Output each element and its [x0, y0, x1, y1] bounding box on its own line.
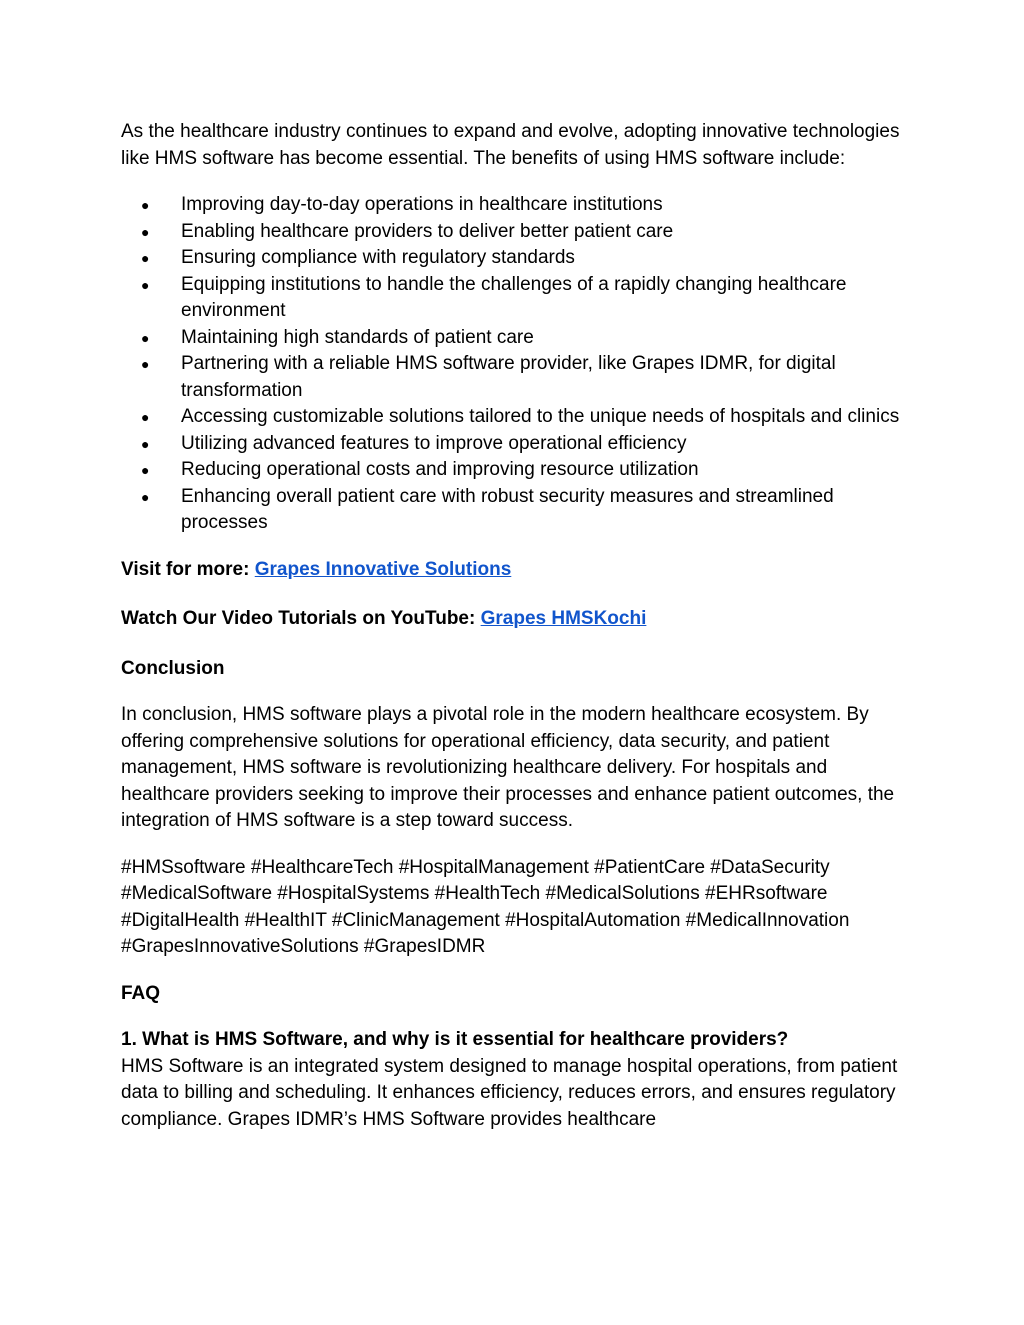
list-item-text: Accessing customizable solutions tailored to the unique needs of hospitals and clinics — [181, 406, 900, 427]
list-item — [121, 245, 911, 272]
bullet-icon: ● — [141, 488, 150, 505]
list-item-text: Maintaining high standards of patient care — [181, 326, 534, 348]
list-item-text: Utilizing advanced features to improve operational efficiency — [181, 432, 687, 454]
faq-question-1: 1. What is HMS Software, and why is it essential for healthcare providers? — [121, 1029, 789, 1050]
list-item-text: Improving day-to-day operations in healthcare institutions — [181, 194, 663, 215]
list-item-text: Equipping institutions to handle the challenges of a rapidly changing healthcare environment — [181, 273, 847, 321]
list-item — [121, 192, 911, 219]
bullet-icon: ● — [141, 197, 150, 213]
list-item — [121, 351, 911, 404]
bullet-icon: ● — [141, 356, 150, 372]
conclusion-paragraph: In conclusion, HMS software plays a pivotal role in the modern healthcare ecosystem. By offering comprehensive solutions for operational efficiency, data security, and patient management, HMS software is revolutionizing healthcare delivery. For hospitals and healthcare providers seeking to improve their processes and enhance patient outcomes, the integration of HMS software is a step toward success. — [121, 704, 895, 831]
list-item — [121, 219, 911, 246]
faq-heading: FAQ — [121, 982, 161, 1004]
bullet-icon: ● — [141, 276, 150, 293]
list-item-text: Enabling healthcare providers to deliver better patient care — [181, 220, 674, 242]
bullet-icon: ● — [141, 409, 150, 425]
list-item-text: Ensuring compliance with regulatory standards — [181, 247, 575, 268]
hashtags-paragraph: #HMSsoftware #HealthcareTech #HospitalManagement #PatientCare #DataSecurity #MedicalSoftware #HospitalSystems #HealthTech #MedicalSolutions #EHRsoftware #DigitalHealth #HealthIT #ClinicManagement #HospitalAutomation #MedicalInnovation #GrapesInnovativeSolutions #GrapesIDMR — [121, 856, 850, 957]
list-item — [121, 484, 911, 537]
list-item — [121, 431, 911, 458]
list-item — [121, 404, 911, 431]
benefits-list — [121, 192, 911, 537]
bullet-icon: ● — [141, 462, 150, 478]
bullet-icon: ● — [141, 250, 150, 266]
list-item-text: Reducing operational costs and improving resource utilization — [181, 459, 699, 480]
intro-paragraph: As the healthcare industry continues to expand and evolve, adopting innovative technologies like HMS software has become essential. The benefits of using HMS software include: — [121, 121, 900, 169]
grapes-innovative-solutions-link[interactable]: Grapes Innovative Solutions — [254, 558, 512, 580]
youtube-label: Watch Our Video Tutorials on YouTube: — [121, 608, 481, 629]
conclusion-heading: Conclusion — [121, 657, 225, 679]
list-item — [121, 457, 911, 484]
bullet-icon: ● — [141, 329, 150, 346]
faq-answer-1: HMS Software is an integrated system designed to manage hospital operations, from patient data to billing and scheduling. It enhances efficiency, reduces errors, and ensures regulatory compliance. Grapes IDMR’s HMS Software provides healthcare — [121, 1055, 898, 1130]
bullet-icon: ● — [141, 435, 150, 452]
grapes-hmskochi-link[interactable]: Grapes HMSKochi — [480, 608, 647, 629]
visit-label: Visit for more: — [121, 558, 255, 580]
document-page — [121, 119, 911, 1133]
bullet-icon: ● — [141, 223, 150, 240]
list-item-text: Partnering with a reliable HMS software provider, like Grapes IDMR, for digital transformation — [181, 353, 836, 401]
list-item-text: Enhancing overall patient care with robust security measures and streamlined processes — [181, 485, 834, 533]
list-item — [121, 272, 911, 325]
list-item — [121, 325, 911, 352]
youtube-line — [121, 606, 911, 633]
visit-line — [121, 557, 911, 584]
